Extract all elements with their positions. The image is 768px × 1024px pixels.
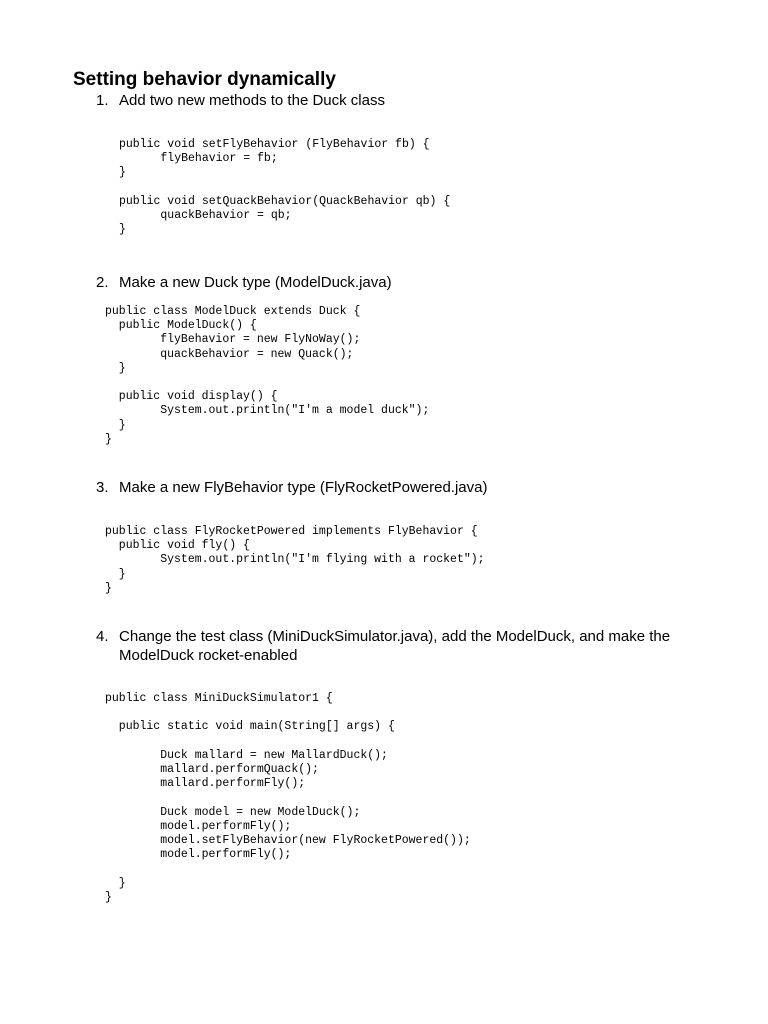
step-4-code-block: public class MiniDuckSimulator1 { public static void main(String[] args) { Duck mallard = new MallardDuck(); mallard.performQuack(); mallard.performFly(); Duck model = new ModelDuck(); model.performFly(); model.setFlyBehavior(new FlyRocketPowered()); model.performFly(); } } <box>105 692 471 904</box>
step-4-number: 4. <box>96 628 109 645</box>
step-1-code-block: public void setFlyBehavior (FlyBehavior fb) { flyBehavior = fb; } public void setQuackBehavior(QuackBehavior qb) { quackBehavior = qb; } <box>119 138 451 237</box>
step-3-text: Make a new FlyBehavior type (FlyRocketPowered.java) <box>119 479 488 496</box>
step-4-text-line-1: Change the test class (MiniDuckSimulator.java), add the ModelDuck, and make the <box>119 628 671 645</box>
step-4-text-line-2: ModelDuck rocket-enabled <box>119 647 298 664</box>
step-2-code-block: public class ModelDuck extends Duck { public ModelDuck() { flyBehavior = new FlyNoWay(); quackBehavior = new Quack(); } public void display() { System.out.println("I'm a model duck"); } } <box>105 305 430 446</box>
step-2-text: Make a new Duck type (ModelDuck.java) <box>119 274 392 291</box>
step-3-number: 3. <box>96 479 109 496</box>
step-2-number: 2. <box>96 274 109 291</box>
page-title: Setting behavior dynamically <box>73 69 336 90</box>
step-3-code-block: public class FlyRocketPowered implements FlyBehavior { public void fly() { System.out.println("I'm flying with a rocket"); } } <box>105 525 485 595</box>
step-1-text: Add two new methods to the Duck class <box>119 92 385 109</box>
step-1-number: 1. <box>96 92 109 109</box>
